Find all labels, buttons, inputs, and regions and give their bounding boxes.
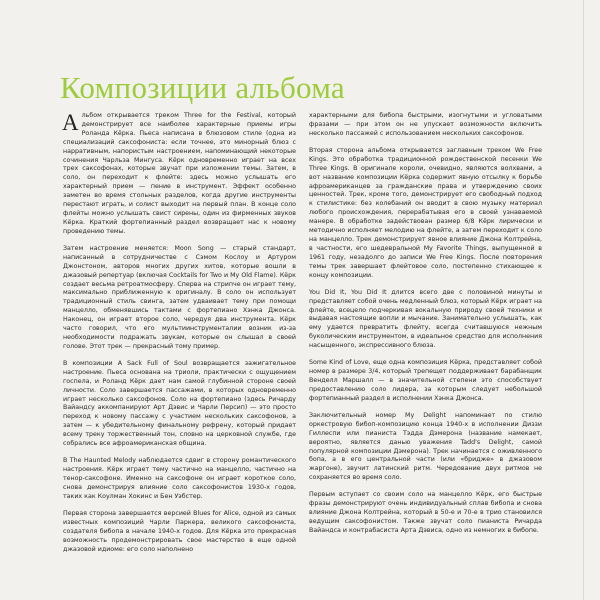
page-title: Композиции альбома: [60, 70, 345, 105]
drop-cap: А: [62, 110, 79, 135]
page-fold-line: [583, 0, 584, 600]
paragraph-text: льбом открывается треком Three for the Festival, который демонстрирует все наиболее характерные приемы игры Роланда Кёрка. Пьеса написана в блюзовом стиле (одна из специализаций саксофониста: если точнее, это минорный блюз с нарративным, напористым настроением, напоминающий некоторые сочинения Чарльза Мингуса. Кёрк одновременно играет на всех трех саксофонах, которые звучат при изложении темы. Затем, в соло, он переходит к флейте: здесь можно услышать его характерный прием — пение в инструмент. Эффект особенно заметен во время стольных разделов, когда другие инструменты перестают играть, и солист выходит на первый план. В конце соло флейты можно услышать свист сирены, один из фирменных звуков Кёрка. Краткий фортепианный раздел возвращает нас к новому проведению темы.: [63, 112, 296, 235]
paragraph: Some Kind of Love, еще одна композиция Кёрка, представляет собой номер в размере 3/4, который трепещет поддерживает барабанщик Венделл Маршалл — в значительной степени это способствует предоставлению соло лидера, за которым следует небольшой фортепианный раздел в исполнении Хэнка Джонса.: [309, 359, 542, 402]
paragraph: You Did It, You Did It длится всего две с половиной минуты и представляет собой очень медленный блюз, который Кёрк играет на флейте, всецело подчеркивая вокальную природу своей техники и выдавая настоящие вопли и мычание. Занимательно услышать, как ему удается превратить флейту, всегда считавшуюся нежным буколическим инструментом, в идеальное средство для исполнения насыщенного, экспрессивного блюза.: [309, 288, 542, 350]
left-column: [63, 112, 296, 563]
right-column: [309, 112, 542, 544]
paragraph: Заключительный номер My Delight напоминает по стилю оркестровую бибоп-композицию конца 1940-х в исполнении Диззи Гиллеспи или пианиста Тэдда Дэмерона (название намекает, вероятно, является данью уважения Tadd's Delight, самой популярной композиции Дэмерона). Трек начинается с оживленного бопа, а в его центральной части (или «бридже» в джазовом жаргоне), звучит латинский ритм. Чередование двух ритмов не сохраняется во время соло.: [309, 411, 542, 482]
paragraph: Вторая сторона альбома открывается заглавным треком We Free Kings. Это обработка традиционной рождественской песенки We Three Kings. В оригинале короли, очевидно, являются волхвами, а вот название композиции Кёрка содержит явную отсылку к борьбе афроамериканцев за гражданские права и утверждению своих ценностей. Трек, кроме того, демонстрирует его свободный подход к стилистике: без колебаний он вводит в свою музыку материал любого происхождения, перерабатывая его в своей узнаваемой манере. В обработке задействован размер 6/8 Кёрк лирически и методично исполняет мелодию на флейте, а затем переходит к соло на манцелло. Трек демонстрирует явное влияние Джона Колтрейна, в частности, его шедевральной My Favorite Things, выпущенной в 1961 году, незадолго до записи We Free Kings. После повторения темы трек завершает флейтовое соло, постепенно стихающее к концу композиции.: [309, 146, 542, 279]
paragraph: [63, 112, 296, 237]
paragraph: Первым вступает со своим соло на манцелло Кёрк, его быстрые фразы демонстрируют очень индивидуальный сплав бибопа и снова влияние Джона Колтрейна, который в 50-е и 70-е в трио становился ведущим саксофонистом. Также звучат соло пианиста Ричарда Вайандса и контрабасиста Арта Дэвиса, одно из немногих в бибопе.: [309, 491, 542, 534]
paragraph: В композиции A Sack Full of Soul возвращается зажигательное настроение. Пьеса основана на триоли, практически с ощущением госпела, и Роланд Кёрк дает нам самой глубинной стороне своей личности. Соло завершается пассажами, в которых одновременно играет несколько саксофонов. Соло на фортепиано (здесь Ричарду Вайандсу аккомпанируют Арт Дэвис и Чарли Персип) — это просто переход к новому пассажу с участием нескольких саксофонов, а затем — к убедительному финальному рефрену, который придает всему треку торжественный тон, словно на церковной службе, где собрались все афроамериканская община.: [63, 359, 296, 448]
paragraph: Первая сторона завершается версией Blues for Alice, одной из самых известных композиций Чарли Паркера, великого саксофониста, создателя бибопа в начале 1940-х годов. Для Кёрка это прекрасная возможность продемонстрировать свое мастерство в еще одной джазовой идиоме: его соло наполнено: [63, 509, 296, 553]
paragraph: В The Haunted Melody наблюдается сдвиг в сторону романтического настроения. Кёрк играет тему частично на манцелло, частично на тенор-саксофоне. Именно на саксофоне он играет короткое соло, снова демонстрируя влияние соло саксофонистов 1930-х годов, таких как Коулман Хокинс и Бен Уэбстер.: [63, 457, 296, 500]
paragraph: Затем настроение меняется: Moon Song — старый стандарт, написанный в сотрудничестве с Сэмом Кослоу и Артуром Джонстоном, авторов многих других хитов, которые вошли в джазовый репертуар (включая Cocktails for Two и My Old Flame). Кёрк создает весьма ретроатмосферу. Сперва на стрипче он играет тему, максимально приближенную к оригиналу. В соло он использует традиционный стиль свинга, затем удваивает тему при помощи манцелло, обменявшись тактами с фортепиано Хэнка Джонса. Наконец, он играет второе соло, чередуя два инструмента. Кёрк часто говорил, что его мультиинструменталии возник из-за необходимости подражать звукам, которые он слышал в своей голове. Этот трек — прекрасный тому пример.: [63, 244, 296, 350]
paragraph: характерными для бибопа быстрыми, изогнутыми и угловатыми фразами — при этом он не упускает возможности включить несколько пассажей с использованием нескольких саксофонов.: [309, 112, 542, 137]
